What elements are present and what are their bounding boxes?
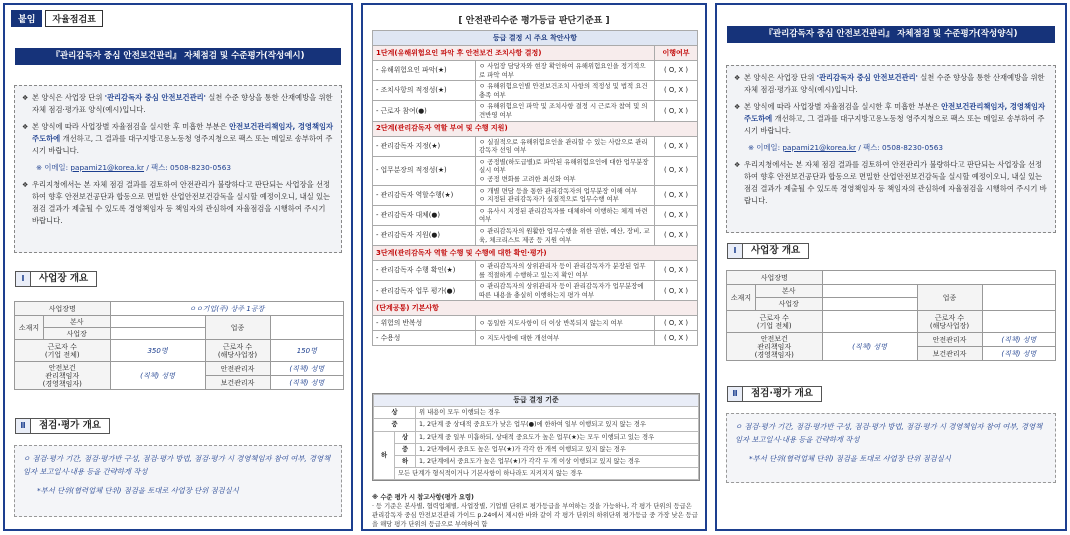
stage-row: 3단계(관리감독자 역할 수행 및 수행에 대한 확인·평가) <box>373 246 698 261</box>
criteria-row: - 업무분장의 적정성(★) ㅇ 공정별(하도급별)로 파악된 유해위험요인에 대한 업무분장 실시 여부 ㅇ 공정 변화를 고려한 최신화 여부 ( O, X ) <box>373 156 698 185</box>
form-email-link[interactable]: papami21@korea.kr <box>782 143 857 152</box>
criteria-row: - 관리감독자 지원(●) ㅇ 관리감독자의 원활한 업무수행을 위한 권한, 예산, 장비, 교육, 체크리스트 제공 등 지원 여부 ( O, X ) <box>373 225 698 245</box>
notice-3: ❖ 우리지청에서는 본 자체 점검 결과를 검토하여 안전관리가 불량하다고 판단되는 사업장을 선정하여 향후 안전보건공단과 합동으로 면밀한 산업안전보건감독을 실시할 예정이오니, 내실 있는 점검 결과가 제출될 수 있도록 경영책임자 등 책임자의 관심하에 자율점검을 시행하여 주시기 바랍니다. <box>22 179 334 227</box>
criteria-row: - 관리감독자 역할수행(★) ㅇ 개별 면담 등을 통한 관리감독자의 업무분장 이해 여부 ㅇ 지정된 관리감독자가 실질적으로 업무수행 여부 ( O, X ) <box>373 185 698 205</box>
check-field[interactable]: ( O, X ) <box>655 156 698 185</box>
criteria-row: - 관리감독자 업무 평가(●) ㅇ 관리감독자의 상위관리자 등이 관리감독자가 업무분장에 따른 내용을 충실히 이행하는지 평가 여부 ( O, X ) <box>373 281 698 301</box>
criteria-row: - 관리감독자 대체(●) ㅇ 유사시 지정된 관리감독자를 대체하여 이행하는 체계 마련 여부 ( O, X ) <box>373 205 698 225</box>
criteria-row: - 위험의 반복성 ㅇ 동일한 지도사항이 더 이상 반복되지 않는지 여부 ( O, X ) <box>373 316 698 331</box>
section-1-header: Ⅰ 사업장 개요 <box>15 271 97 287</box>
stage-row: (단계공통) 기본사항 <box>373 301 698 316</box>
form-panel <box>715 3 1067 531</box>
overview-box <box>14 445 342 517</box>
notice-1: ❖ 본 양식은 사업장 단위 '관리감독자 중심 안전보건관리' 실천 수준 향상을 통한 산재예방을 위한 자체 점검·평가표 양식(예시)입니다. <box>22 92 334 116</box>
check-field[interactable]: ( O, X ) <box>655 61 698 81</box>
appendix-header <box>11 10 103 27</box>
company-info-table: 사업장명 ㅇㅇ기업(주) 상주 1공장 소재지 본사 업종 사업장 근로자 수 (기업 전체) 350명 근로자 수 (해당사업장) 150명 안전보건 관리책임자 (경영책임자) (직책) 성명 안전관리자 (직책) 성명 보건관리자 (직책) 성명 <box>14 301 344 390</box>
email-link[interactable]: papami21@korea.kr <box>70 163 145 172</box>
criteria-row: - 수용성 ㅇ 지도사항에 대한 개선여부 ( O, X ) <box>373 331 698 346</box>
form-company-table: 사업장명 소재지 본사 업종 사업장 근로자 수 (기업 전체) 근로자 수 (해당사업장) 안전보건 관리책임자 (경영책임자) (직책) 성명 안전관리자 (직책) 성명 보건관리자 (직책) 성명 <box>726 270 1056 361</box>
overview-line-2: *부서 단위(협력업체 단위) 점검을 토대로 사업장 단위 점검실시 <box>37 486 239 495</box>
contact-line: ※ 이메일: papami21@korea.kr / 팩스: 0508-8230-0563 <box>36 163 232 172</box>
criteria-row: - 유해위험요인 파악(★) ㅇ 사업장 담당자와 현장 확인하여 유해위험요인을 정기적으로 파악 여부 ( O, X ) <box>373 61 698 81</box>
form-overview-box: ㅇ 점검·평가 기간, 점검·평가반 구성, 점검·평가 방법, 점검·평가 시 경영책임자 참여 여부, 경영책임자 보고일시·내용 등을 간략하게 작성 *부서 단위(협력업체 단위) 점검을 토대로 사업장 단위 점검실시 <box>726 413 1056 483</box>
check-field[interactable]: ( O, X ) <box>655 205 698 225</box>
check-field[interactable]: ( O, X ) <box>655 281 698 301</box>
criteria-row: - 조치사항의 적정성(★) ㅇ 유해위험요인별 안전보건조치 사항의 적정성 및 법적 요건 충족 여부 ( O, X ) <box>373 81 698 101</box>
criteria-table <box>372 30 698 346</box>
form-section-2-header: Ⅱ 점검·평가 개요 <box>727 386 822 402</box>
notice-2: ❖ 본 양식에 따라 사업장별 자율점검을 실시한 후 미흡한 부분은 안전보건관리책임자, 경영책임자 주도하에 개선하고, 그 결과를 대구지방고용노동청 영주지청으로 팩스 또는 메일로 송부하여 주시기 바랍니다. <box>22 121 334 157</box>
example-panel <box>3 3 353 531</box>
stage-row: 2단계(관리감독자 역할 부여 및 수행 지원) <box>373 121 698 136</box>
check-field[interactable]: ( O, X ) <box>655 136 698 156</box>
overview-line-1: ㅇ 점검·평가 기간, 점검·평가반 구성, 점검·평가 방법, 점검·평가 시 경영책임자 참여 여부, 경영책임자 보고일시·내용 등을 간략하게 작성 <box>23 454 331 476</box>
stage-row: 1단계(유해위험요인 파악 후 안전보건 조치사항 결정) 이행여부 <box>373 46 698 61</box>
example-title: 『관리감독자 중심 안전보건관리』 자체점검 및 수준평가(작성예시) <box>15 48 341 65</box>
criteria-row: - 관리감독자 수행 확인(★) ㅇ 관리감독자의 상위관리자 등이 관리감독자가 분장된 업무를 적절하게 수행하고 있는지 확인 여부 ( O, X ) <box>373 261 698 281</box>
check-field[interactable]: ( O, X ) <box>655 316 698 331</box>
check-field[interactable]: ( O, X ) <box>655 225 698 245</box>
notice-box <box>14 85 342 253</box>
appendix-name: 자율점검표 <box>45 10 102 27</box>
criteria-head-row: 등급 결정 시 주요 착안사항 <box>373 31 698 46</box>
form-section-1-header: Ⅰ 사업장 개요 <box>727 243 809 259</box>
check-field[interactable]: ( O, X ) <box>655 331 698 346</box>
form-title: 『관리감독자 중심 안전보건관리』 자체점검 및 수준평가(작성양식) <box>727 26 1055 43</box>
criteria-row: - 근로자 참여(●) ㅇ 유해위험요인 파악 및 조치사항 결정 시 근로자 참여 및 의견반영 여부 ( O, X ) <box>373 101 698 121</box>
grade-table: 등급 결정 기준 상 위 내용이 모두 이행되는 경우 중 1, 2단계 중 상대적 중요도가 낮은 업무(●)에 한하여 일부 이행되고 있지 않는 경우 하 상 1, 2단계 중 일부 미흡하되, 상대적 중요도가 높은 업무(★)는 모두 이행되고 있는 경우 중 1, 2단계에서 중요도 높은 업무(★)가 각각 한 개씩 이행되고 있지 않는 경우 하 1, 2단계에서 중요도가 높은 업무(★)가 각각 두 개 이상 이행되고 있지 않는 경우 모든 단계가 형식적이거나 기본사항이 하나라도 지켜지지 않는 경우 <box>372 393 700 481</box>
criteria-row: - 관리감독자 지정(★) ㅇ 실질적으로 유해위험요인을 관리할 수 있는 사람으로 관리감독자 선임 여부 ( O, X ) <box>373 136 698 156</box>
criteria-title: [ 안전관리수준 평가등급 판단기준표 ] <box>458 16 610 26</box>
check-field[interactable]: ( O, X ) <box>655 185 698 205</box>
appendix-tag: 붙임 <box>11 10 42 27</box>
section-2-header: Ⅱ 점검·평가 개요 <box>15 418 110 434</box>
check-field[interactable]: ( O, X ) <box>655 261 698 281</box>
form-notice-box: ❖ 본 양식은 사업장 단위 '관리감독자 중심 안전보건관리' 실천 수준 향상을 통한 산재예방을 위한 자체 점검·평가표 양식(예시)입니다. ❖ 본 양식에 따라 사업장별 자율점검을 실시한 후 미흡한 부분은 안전보건관리책임자, 경영책임자 주도하에 개선하고, 그 결과를 대구지방고용노동청 영주지청으로 팩스 또는 메일로 송부하여 주시기 바랍니다. ※ 이메일: papami21@korea.kr / 팩스: 0508-8230-0563 ❖ 우리지청에서는 본 자체 점검 결과를 검토하여 안전관리가 불량하다고 판단되는 사업장을 선정하여 향후 안전보건공단과 합동으로 면밀한 산업안전보건감독을 실시할 예정이오니, 내실 있는 점검 결과가 제출될 수 있도록 경영책임자 등 책임자의 관심하에 자율점검을 시행하여 주시기 바랍니다. <box>726 65 1056 233</box>
criteria-panel <box>361 3 707 531</box>
check-field[interactable]: ( O, X ) <box>655 81 698 101</box>
grade-note: ※ 수준 평가 시 참고사항(평가 요령) · 등 기준은 본사별, 협력업체별, 사업장별, 기업별 단위로 평가등급을 부여하는 것을 가능하나, 각 평가 단위의 등급은 관리감독자 중심 안전보건관리 가이드 p.24에서 제시한 바와 같이 각 평가 단위의 하위단위 평가등급 중 가장 낮은 등급을 해당 평가 단위의 등급으로 부여하여 함 <box>372 494 698 528</box>
check-field[interactable]: ( O, X ) <box>655 101 698 121</box>
